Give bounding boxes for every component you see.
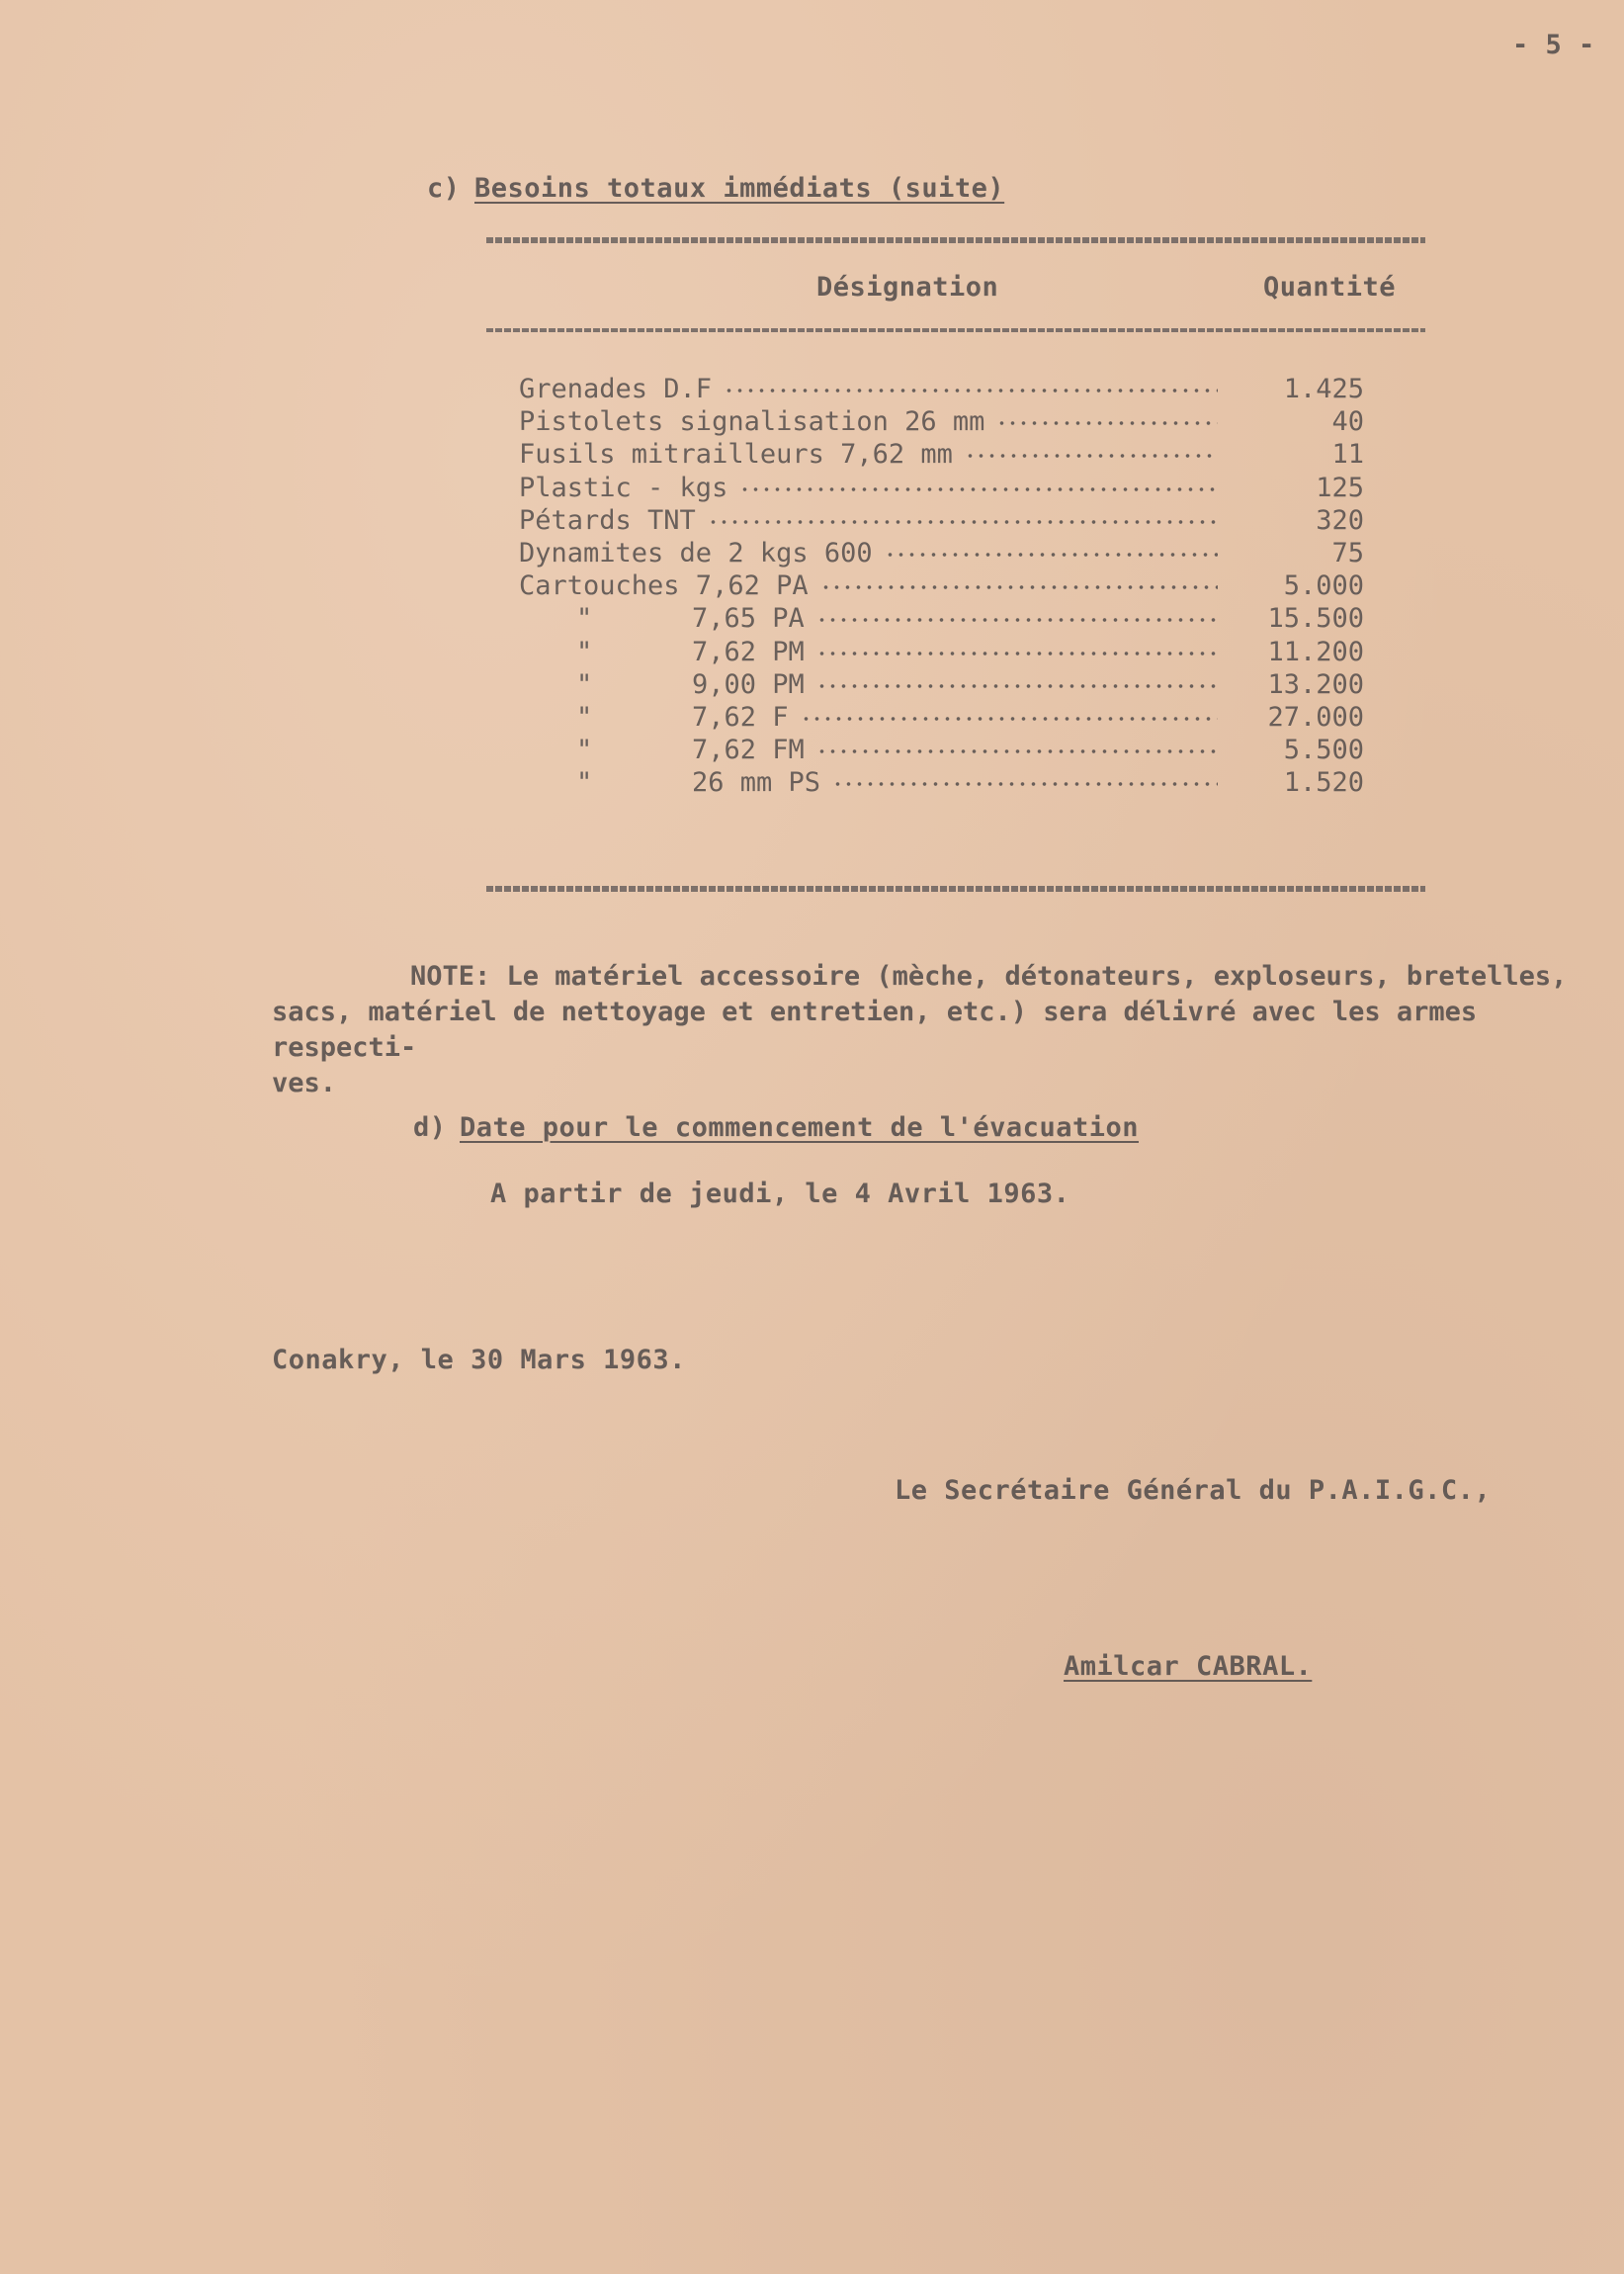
table-row [519,406,1364,439]
ditto-mark: " [576,636,593,667]
section-c-marker: c) [427,173,461,204]
item-quantity: 1.425 [1283,374,1364,404]
table-row [519,374,1364,406]
section-d-marker: d) [413,1112,447,1143]
ditto-mark: " [576,668,593,700]
item-quantity: 1.520 [1283,767,1364,799]
item-designation: Grenades D.F [519,374,713,404]
table-row [519,439,1364,472]
item-quantity: 5.000 [1283,570,1364,602]
table-row [519,570,1364,603]
dot-leader [816,748,1218,754]
item-quantity: 11 [1331,439,1364,471]
dot-leader [739,486,1218,492]
place-and-date: Conakry, le 30 Mars 1963. [272,1345,686,1375]
table-row [519,473,1364,505]
item-quantity: 125 [1316,472,1364,503]
item-quantity: 40 [1331,406,1364,438]
ditto-mark: " [576,767,593,799]
dot-leader [724,388,1218,394]
dot-leader [816,617,1218,623]
item-quantity: 13.200 [1267,668,1364,700]
table-top-rule [486,237,1425,243]
item-designation: Cartouches 7,62 PA [519,570,809,602]
ditto-mark: " [576,702,593,733]
dot-leader [996,420,1218,426]
table-row [519,767,1364,800]
evacuation-start-date: A partir de jeudi, le 4 Avril 1963. [490,1179,1070,1209]
page-number: - 5 - [1512,30,1595,60]
item-designation: Pétards TNT [519,504,696,536]
section-d-title: Date pour le commencement de l'évacuation [460,1112,1139,1143]
item-designation: Pistolets signalisation 26 mm [519,406,985,438]
item-subtype: 7,62 PM [692,636,805,667]
note-line-3: ves. [272,1068,337,1098]
dot-leader [832,781,1218,787]
dot-leader [816,651,1218,656]
item-designation: Dynamites de 2 kgs 600 [519,538,873,568]
table-bottom-rule [486,886,1425,892]
item-quantity: 15.500 [1267,603,1364,635]
item-subtype: 9,00 PM [692,668,805,700]
dot-leader [816,683,1218,689]
table-row [519,505,1364,538]
item-designation: Plastic - kgs [519,472,728,503]
table-header-rule [486,328,1425,332]
dot-leader [965,453,1218,459]
item-quantity: 320 [1316,504,1364,536]
column-header-designation: Désignation [816,272,999,303]
ditto-mark: " [576,735,593,766]
dot-leader [801,716,1218,722]
table-row [519,637,1364,669]
item-quantity: 75 [1331,538,1364,568]
dot-leader [820,584,1218,590]
table-row [519,603,1364,636]
dot-leader [885,552,1218,558]
item-designation: Fusils mitrailleurs 7,62 mm [519,439,953,471]
column-header-quantity: Quantité [1263,272,1397,303]
table-row [519,538,1364,570]
table-row [519,669,1364,702]
item-quantity: 5.500 [1283,735,1364,766]
item-quantity: 27.000 [1267,702,1364,733]
ditto-mark: " [576,603,593,635]
table-row [519,735,1364,767]
note-paragraph [272,959,1596,1101]
section-c-title: Besoins totaux immédiats (suite) [474,173,1005,204]
note-line-1: NOTE: Le matériel accessoire (mèche, détonateurs, exploseurs, bretelles, [410,961,1568,992]
item-subtype: 7,65 PA [692,603,805,635]
item-subtype: 7,62 FM [692,735,805,766]
item-quantity: 11.200 [1267,636,1364,667]
item-subtype: 7,62 F [692,702,789,733]
dot-leader [708,519,1218,525]
signatory-name: Amilcar CABRAL. [1064,1651,1313,1682]
signatory-title: Le Secrétaire Général du P.A.I.G.C., [895,1475,1492,1506]
table-row [519,702,1364,735]
item-subtype: 26 mm PS [692,767,821,799]
note-line-2: sacs, matériel de nettoyage et entretien, etc.) sera délivré avec les armes respecti- [272,997,1478,1063]
